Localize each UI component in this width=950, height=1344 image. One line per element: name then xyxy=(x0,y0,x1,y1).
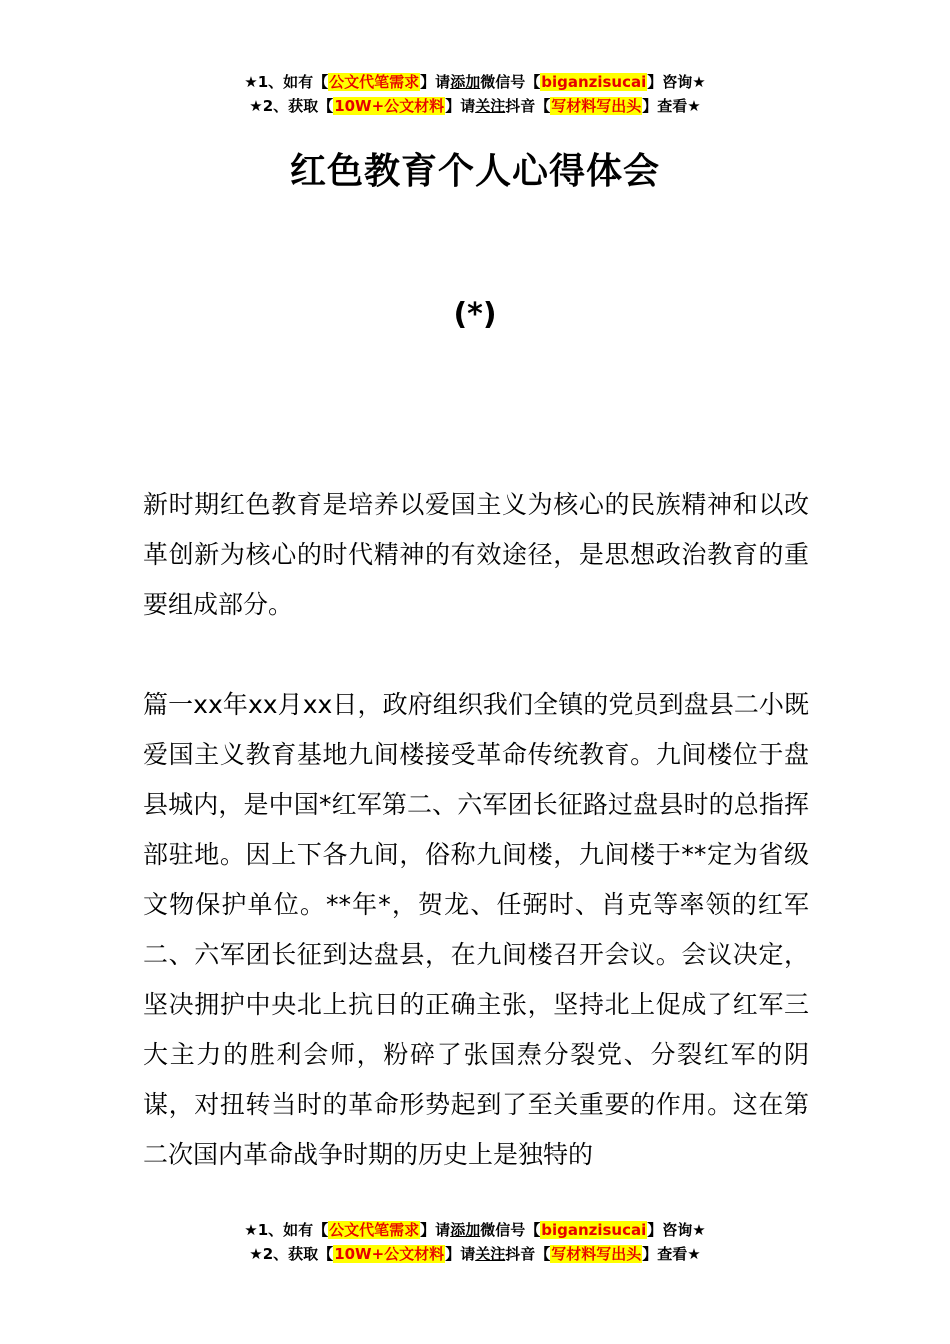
promo-line-1: ★1、如有【公文代笔需求】请添加微信号【biganzisucai】咨询★ xyxy=(244,1221,706,1239)
promo-highlight: 公文代笔需求 xyxy=(329,73,420,91)
promo-wechat-id: biganzisucai xyxy=(541,1221,647,1239)
document-title: 红色教育个人心得体会 xyxy=(289,151,660,192)
promo-line-2: ★2、获取【10W+公文材料】请关注抖音【写材料写出头】查看★ xyxy=(249,1245,701,1263)
promo-douyin-id: 写材料写出头 xyxy=(551,1245,642,1263)
promo-highlight: 公文代笔需求 xyxy=(329,1221,420,1239)
promo-line-1: ★1、如有【公文代笔需求】请添加微信号【biganzisucai】咨询★ xyxy=(244,73,706,91)
paragraph: 篇一xx年xx月xx日，政府组织我们全镇的党员到盘县二小既爱国主义教育基地九间楼接受革命传统教育。九间楼位于盘县城内，是中国*红军第二、六军团长征路过盘县时的总指挥部驻地。因上下各九间，俗称九间楼，九间楼于**定为省级文物保护单位。**年*，贺龙、任弼时、肖克等率领的红军二、六军团长征到达盘县，在九间楼召开会议。会议决定，坚决拥护中央北上抗日的正确主张，坚持北上促成了红军三大主力的胜利会师，粉碎了张国焘分裂党、分裂红军的阴谋，对扭转当时的革命形势起到了至关重要的作用。这在第二次国内革命战争时期的历史上是独特的 xyxy=(143,690,809,1169)
header-promo-banner xyxy=(0,70,950,118)
promo-highlight: 10W+公文材料 xyxy=(334,1245,445,1263)
footer-promo-banner xyxy=(0,1218,950,1266)
document-subtitle: (*) xyxy=(453,297,497,332)
paragraph: 新时期红色教育是培养以爱国主义为核心的民族精神和以改革创新为核心的时代精神的有效途径，是思想政治教育的重要组成部分。 xyxy=(143,490,809,619)
document-body xyxy=(143,480,809,1230)
promo-douyin-id: 写材料写出头 xyxy=(551,97,642,115)
promo-highlight: 10W+公文材料 xyxy=(334,97,445,115)
promo-line-2: ★2、获取【10W+公文材料】请关注抖音【写材料写出头】查看★ xyxy=(249,97,701,115)
promo-wechat-id: biganzisucai xyxy=(541,73,647,91)
